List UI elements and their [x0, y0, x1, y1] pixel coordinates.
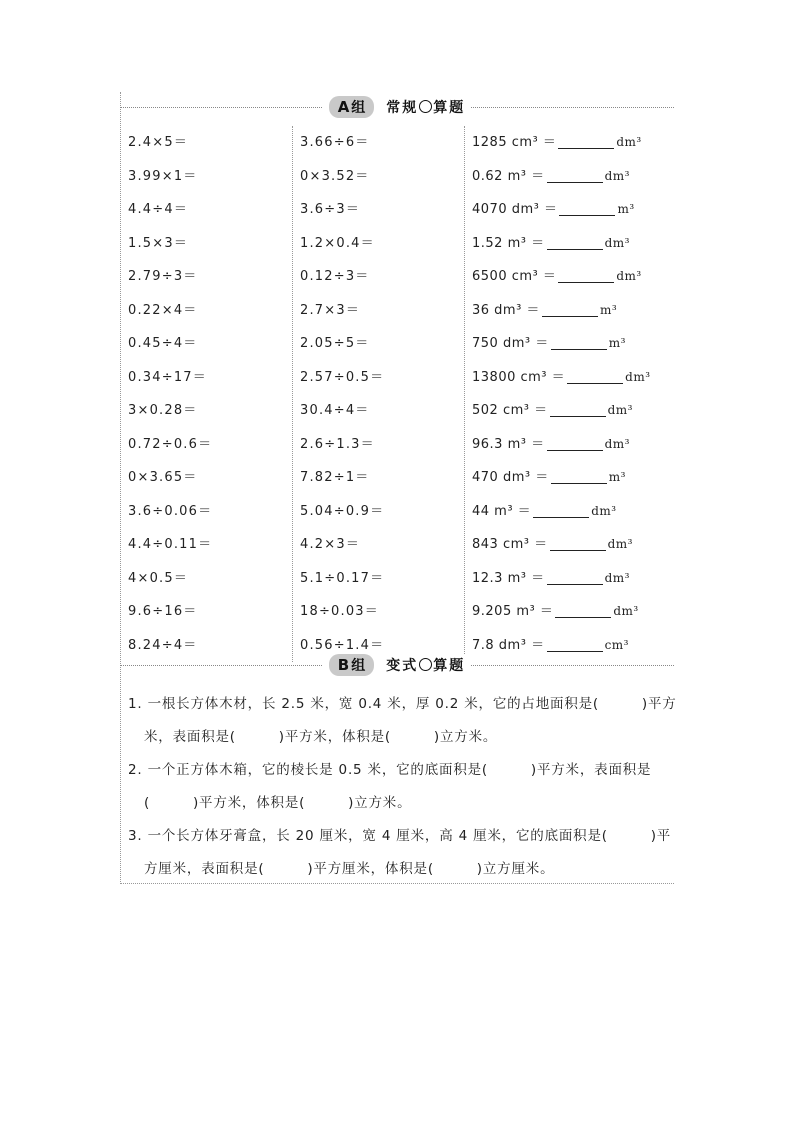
expression-cell: 9.6÷16＝: [128, 604, 198, 619]
target-unit: dm³: [613, 604, 639, 618]
section-a-badge: A 组: [329, 96, 375, 118]
conversion-left: 1285 cm³ ＝: [472, 135, 557, 150]
circle-icon: [419, 658, 432, 671]
unit-conversion-cell: [472, 461, 626, 494]
section-a-header: [120, 94, 674, 120]
conversion-left: 9.205 m³ ＝: [472, 604, 554, 619]
table-row: [120, 562, 674, 595]
table-row: [120, 595, 674, 628]
expression-cell: 2.6÷1.3＝: [300, 436, 375, 452]
answer-blank[interactable]: [567, 369, 623, 384]
answer-blank[interactable]: [551, 335, 607, 350]
target-unit: dm³: [625, 369, 651, 384]
target-unit: dm³: [604, 168, 630, 183]
worksheet: [120, 92, 677, 884]
conversion-left: 0.62 m³ ＝: [472, 168, 545, 184]
conversion-left: 6500 cm³ ＝: [472, 269, 557, 284]
conversion-left: 44 m³ ＝: [472, 503, 532, 519]
table-row: [120, 428, 674, 461]
unit-conversion-cell: [472, 528, 633, 561]
unit-conversion-cell: [472, 428, 630, 461]
answer-blank[interactable]: [555, 603, 611, 618]
unit-conversion-cell: [472, 495, 617, 528]
target-unit: cm³: [604, 637, 629, 652]
unit-conversion-cell: [472, 294, 617, 327]
answer-blank[interactable]: [558, 268, 614, 283]
expression-cell: 3.6÷3＝: [300, 202, 361, 217]
expression-cell: 2.57÷0.5＝: [300, 369, 385, 385]
expression-cell: 8.24÷4＝: [128, 637, 198, 653]
conversion-left: 12.3 m³ ＝: [472, 570, 545, 586]
table-row: [120, 327, 674, 360]
target-unit: dm³: [591, 503, 617, 518]
answer-blank[interactable]: [551, 469, 607, 484]
table-row: [120, 126, 674, 159]
conversion-left: 750 dm³ ＝: [472, 336, 549, 351]
answer-blank[interactable]: [547, 235, 603, 250]
answer-blank[interactable]: [547, 637, 603, 652]
section-b-badge: B 组: [329, 654, 374, 676]
expression-cell: 3×0.28＝: [128, 403, 198, 418]
expression-cell: 4.4÷0.11＝: [128, 537, 213, 552]
unit-conversion-cell: [472, 160, 630, 193]
expression-cell: 30.4÷4＝: [300, 403, 370, 418]
answer-blank[interactable]: [547, 168, 603, 183]
answer-blank[interactable]: [550, 402, 606, 417]
target-unit: dm³: [616, 135, 642, 149]
unit-conversion-cell: [472, 595, 639, 628]
conversion-left: 843 cm³ ＝: [472, 537, 548, 552]
unit-conversion-cell: [472, 562, 630, 595]
problem-1-line-1: 1. 一根长方体木材，长 2.5 米，宽 0.4 米，厚 0.2 米，它的占地面积是( )平方: [128, 696, 677, 712]
table-row: [120, 227, 674, 260]
section-b-header: [120, 652, 674, 678]
target-unit: dm³: [604, 570, 630, 585]
expression-cell: 7.82÷1＝: [300, 470, 370, 485]
word-problems: [120, 688, 677, 886]
section-b-title: 变式 算题: [386, 658, 466, 674]
unit-conversion-cell: [472, 260, 642, 293]
answer-blank[interactable]: [542, 302, 598, 317]
unit-conversion-cell: [472, 126, 642, 159]
target-unit: m³: [608, 336, 626, 350]
expression-cell: 2.79÷3＝: [128, 269, 198, 284]
expression-cell: 3.99×1＝: [128, 168, 198, 184]
conversion-left: 470 dm³ ＝: [472, 470, 549, 485]
expression-cell: 18÷0.03＝: [300, 604, 379, 619]
table-row: [120, 394, 674, 427]
circle-icon: [419, 100, 432, 113]
expression-cell: 2.4×5＝: [128, 135, 189, 150]
problem-2-line-1: 2. 一个正方体木箱，它的棱长是 0.5 米，它的底面积是( )平方米，表面积是: [128, 762, 652, 778]
expression-cell: 1.2×0.4＝: [300, 235, 375, 251]
target-unit: dm³: [607, 403, 633, 417]
expression-cell: 0.45÷4＝: [128, 336, 198, 351]
table-row: [120, 294, 674, 327]
expression-cell: 0.34÷17＝: [128, 369, 207, 385]
problem-2-line-2: ( )平方米，体积是( )立方米。: [144, 795, 412, 811]
answer-blank[interactable]: [558, 134, 614, 149]
unit-conversion-cell: [472, 193, 635, 226]
expression-cell: 5.1÷0.17＝: [300, 570, 385, 586]
expression-cell: 3.66÷6＝: [300, 135, 370, 150]
conversion-left: 7.8 dm³ ＝: [472, 637, 545, 653]
expression-cell: 2.05÷5＝: [300, 336, 370, 351]
expression-cell: 5.04÷0.9＝: [300, 503, 385, 519]
answer-blank[interactable]: [550, 536, 606, 551]
table-row: [120, 260, 674, 293]
table-row: [120, 495, 674, 528]
table-row: [120, 361, 674, 394]
problem-3-line-2: 方厘米，表面积是( )平方厘米，体积是( )立方厘米。: [144, 861, 555, 877]
unit-conversion-cell: [472, 361, 651, 394]
target-unit: dm³: [604, 436, 630, 451]
expression-cell: 4.2×3＝: [300, 537, 361, 552]
conversion-left: 13800 cm³ ＝: [472, 369, 566, 385]
target-unit: dm³: [604, 235, 630, 250]
expression-cell: 0×3.65＝: [128, 470, 198, 485]
conversion-left: 4070 dm³ ＝: [472, 202, 558, 217]
expression-cell: 1.5×3＝: [128, 235, 189, 251]
unit-conversion-cell: [472, 327, 626, 360]
expression-cell: 3.6÷0.06＝: [128, 503, 213, 519]
target-unit: dm³: [607, 537, 633, 551]
conversion-left: 36 dm³ ＝: [472, 302, 540, 318]
problem-1-line-2: 米，表面积是( )平方米，体积是( )立方米。: [144, 729, 498, 745]
answer-blank[interactable]: [533, 503, 589, 518]
answer-blank[interactable]: [547, 570, 603, 585]
target-unit: m³: [617, 202, 635, 216]
section-a-title: 常规 算题: [386, 100, 466, 116]
target-unit: dm³: [616, 269, 642, 283]
expression-cell: 0.12÷3＝: [300, 269, 370, 284]
expression-cell: 0.22×4＝: [128, 302, 198, 318]
table-row: [120, 528, 674, 561]
target-unit: m³: [608, 470, 626, 484]
conversion-left: 96.3 m³ ＝: [472, 436, 545, 452]
expression-cell: 0×3.52＝: [300, 168, 370, 184]
table-row: [120, 160, 674, 193]
problem-3-line-1: 3. 一个长方体牙膏盒，长 20 厘米，宽 4 厘米，高 4 厘米，它的底面积是( )平: [128, 828, 672, 844]
answer-blank[interactable]: [559, 201, 615, 216]
answer-blank[interactable]: [547, 436, 603, 451]
target-unit: m³: [599, 302, 618, 317]
unit-conversion-cell: [472, 227, 630, 260]
expression-cell: 0.56÷1.4＝: [300, 637, 385, 653]
expression-cell: 2.7×3＝: [300, 302, 361, 318]
unit-conversion-cell: [472, 394, 633, 427]
table-row: [120, 193, 674, 226]
expression-cell: 0.72÷0.6＝: [128, 436, 213, 452]
conversion-left: 1.52 m³ ＝: [472, 235, 545, 251]
expression-cell: 4.4÷4＝: [128, 202, 189, 217]
expression-cell: 4×0.5＝: [128, 570, 189, 586]
table-row: [120, 461, 674, 494]
conversion-left: 502 cm³ ＝: [472, 403, 548, 418]
